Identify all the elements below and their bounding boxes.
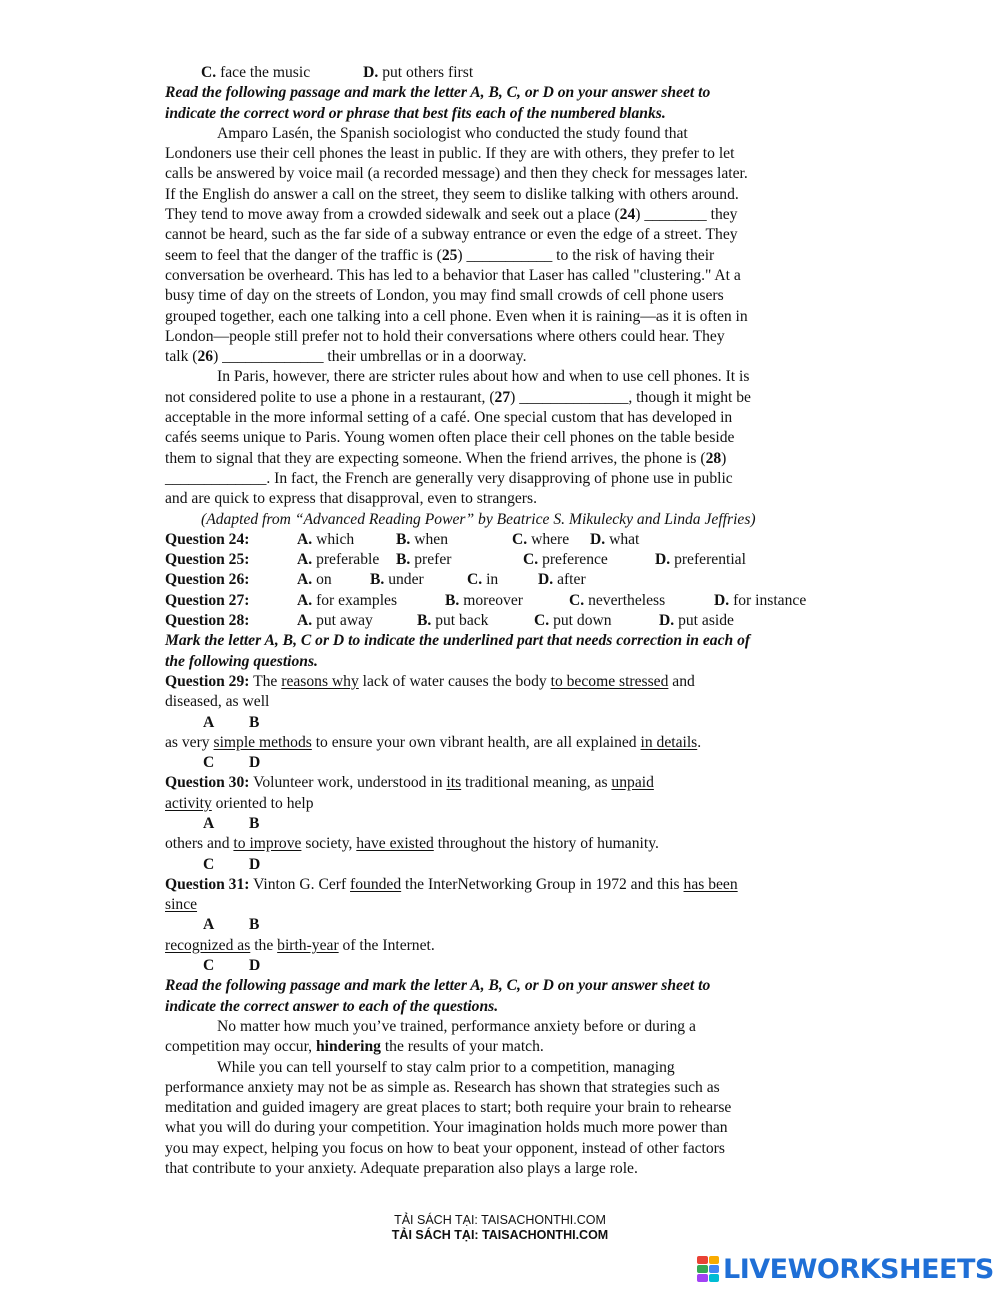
passage-line: cafés seems unique to Paris. Young women often place their cell phones on the table beside: [165, 429, 735, 447]
passage-line: _____________. In fact, the French are generally very disapproving of phone use in public: [165, 469, 733, 487]
letter-row: A B: [203, 916, 260, 934]
question-row: Question 25: A. preferable B. prefer C. preference D. preferential: [165, 550, 840, 570]
answer-option[interactable]: A. for examples: [297, 591, 398, 609]
passage-line: grouped together, each one talking into a cell phone. Even when it is raining—as it is often in: [165, 307, 748, 325]
question-row: Question 27: A. for examples B. moreover C. nevertheless D. for instance: [165, 591, 840, 611]
logo-block: [697, 1265, 708, 1273]
logo-block: [709, 1265, 720, 1273]
instruction-1-line-1: Read the following passage and mark the letter A, B, C, or D on your answer sheet to: [165, 84, 711, 102]
logo-block: [697, 1274, 708, 1282]
passage-line: performance anxiety may not be as simple as. Research has shown that strategies such as: [165, 1078, 720, 1096]
answer-option[interactable]: B. put back: [417, 612, 489, 630]
answer-option[interactable]: A. which: [297, 530, 355, 548]
passage-line: them to signal that they are expecting someone. When the friend arrives, the phone is (28): [165, 449, 727, 467]
underlined-part-c[interactable]: to improve: [233, 835, 302, 853]
blank-number-24: 24: [619, 206, 636, 224]
underlined-part-d[interactable]: have existed: [356, 835, 434, 853]
answer-option[interactable]: C. preference: [523, 551, 608, 569]
answer-option[interactable]: D. put aside: [659, 612, 734, 630]
instruction-2-line-2: the following questions.: [165, 652, 318, 670]
passage-line: not considered polite to use a phone in a restaurant, (27) ______________, though it might be: [165, 388, 751, 406]
underlined-part-c[interactable]: simple methods: [213, 733, 312, 751]
footer-line-2: TẢI SÁCH TẠI: TAISACHONTHI.COM: [391, 1228, 609, 1242]
passage-line: They tend to move away from a crowded sidewalk and seek out a place (24) ________ they: [165, 206, 738, 224]
answer-option[interactable]: D. for instance: [714, 591, 807, 609]
passage-line: you may expect, helping you focus on how to beat your opponent, instead of other factors: [165, 1139, 725, 1157]
underlined-part-b[interactable]: to become stressed: [550, 672, 669, 690]
blank-number-27: 27: [494, 388, 511, 406]
underlined-part-b[interactable]: unpaid: [611, 774, 654, 792]
logo-block: [697, 1256, 708, 1264]
option-c-letter: C.: [201, 64, 217, 81]
letter-row: C D: [203, 754, 261, 772]
underlined-part-b-cont[interactable]: since: [165, 896, 198, 914]
question-row: Question 26: A. on B. under C. in D. after: [165, 570, 840, 590]
passage-line: meditation and guided imagery are great places to start; both require your brain to rehearse: [165, 1099, 732, 1117]
question-30: Question 30: Volunteer work, understood in its traditional meaning, as unpaid activity oriented to help A B others and to improve society, have existed throughout the history of humanity. C D: [165, 773, 840, 874]
underlined-part-d[interactable]: birth-year: [277, 936, 339, 954]
question-list: [165, 530, 840, 631]
answer-option[interactable]: B. moreover: [445, 591, 523, 609]
letter-row: C D: [203, 957, 261, 975]
answer-option[interactable]: D. after: [538, 571, 586, 589]
question-29: Question 29: The reasons why lack of water causes the body to become stressed and diseased, as well A B as very simple methods to ensure your own vibrant health, are all explained in details. C D: [165, 672, 840, 773]
question-row: Question 24: A. which B. when C. where D. what: [165, 530, 840, 550]
liveworksheets-logo-icon: [697, 1256, 719, 1282]
underlined-part-b[interactable]: has been: [683, 875, 738, 893]
liveworksheets-logo: [697, 1254, 994, 1284]
blank-number-26: 26: [197, 348, 214, 366]
passage-line: In Paris, however, there are stricter rules about how and when to use cell phones. It is: [217, 368, 750, 386]
passage-line: competition may occur, hindering the results of your match.: [165, 1038, 544, 1056]
question-31: Question 31: Vinton G. Cerf founded the InterNetworking Group in 1972 and this has been since A B recognized as the birth-year of the Internet. C D: [165, 875, 840, 976]
passage-line: If the English do answer a call on the street, they seem to dislike talking with others around.: [165, 185, 739, 203]
underlined-part-b-cont[interactable]: activity: [165, 794, 212, 812]
instruction-3-line-2: indicate the correct answer to each of the questions.: [165, 997, 499, 1015]
answer-option[interactable]: C. in: [467, 571, 499, 589]
option-c-text: face the music: [216, 64, 311, 81]
underlined-part-a[interactable]: its: [446, 774, 462, 792]
passage-line: what you will do during your competition. Your imagination holds much more power than: [165, 1119, 728, 1137]
passage-line: Londoners use their cell phones the least in public. If they are with others, they prefer to let: [165, 145, 735, 163]
letter-row: C D: [203, 855, 261, 873]
answer-option[interactable]: B. under: [370, 571, 424, 589]
underlined-part-c[interactable]: recognized as: [165, 936, 251, 954]
instruction-1-line-2: indicate the correct word or phrase that best fits each of the numbered blanks.: [165, 104, 666, 122]
blank-number-25: 25: [441, 246, 458, 264]
passage-source: (Adapted from “Advanced Reading Power” by Beatrice S. Mikulecky and Linda Jeffries): [201, 510, 756, 528]
underlined-part-a[interactable]: founded: [350, 875, 402, 893]
passage-1: [165, 124, 840, 530]
passage-line: While you can tell yourself to stay calm prior to a competition, managing: [217, 1058, 675, 1076]
logo-block: [709, 1274, 720, 1282]
answer-option[interactable]: A. put away: [297, 612, 373, 630]
passage-line: calls be answered by voice mail (a recorded message) and then they check for messages later.: [165, 165, 748, 183]
highlighted-word: hindering: [315, 1038, 381, 1056]
letter-row: A B: [203, 713, 260, 731]
answer-option[interactable]: A. on: [297, 571, 332, 589]
blank-number-28: 28: [705, 449, 722, 467]
passage-line: and are quick to express that disapproval, even to strangers.: [165, 490, 537, 508]
passage-line: cannot be heard, such as the far side of a subway entrance or even the edge of a street. They: [165, 226, 738, 244]
letter-row: A B: [203, 814, 260, 832]
answer-option[interactable]: D. preferential: [655, 551, 746, 569]
answer-option[interactable]: B. when: [396, 530, 448, 548]
passage-line: conversation be overheard. This has led to a behavior that Laser has called "clustering." At a: [165, 266, 741, 284]
worksheet-page: [165, 63, 840, 1179]
answer-option[interactable]: C. put down: [534, 612, 612, 630]
passage-line: No matter how much you’ve trained, performance anxiety before or during a: [217, 1017, 696, 1035]
answer-option[interactable]: C. nevertheless: [569, 591, 666, 609]
option-d-letter: D.: [363, 64, 379, 81]
passage-line: acceptable in the more informal setting of a café. One special custom that has developed in: [165, 409, 733, 427]
passage-line: that contribute to your anxiety. Adequate preparation also plays a large role.: [165, 1160, 638, 1178]
underlined-part-a[interactable]: reasons why: [281, 672, 359, 690]
prev-question-options: [165, 63, 840, 83]
passage-2: [165, 1017, 840, 1179]
question-row: Question 28: A. put away B. put back C. put down D. put aside: [165, 611, 840, 631]
underlined-part-d[interactable]: in details: [640, 733, 698, 751]
answer-option[interactable]: A. preferable: [297, 551, 380, 569]
passage-line: busy time of day on the streets of London, you may find small crowds of cell phone users: [165, 287, 724, 305]
answer-option[interactable]: B. prefer: [396, 551, 452, 569]
liveworksheets-logo-text: LIVEWORKSHEETS: [723, 1253, 994, 1285]
instruction-3-line-1: Read the following passage and mark the letter A, B, C, or D on your answer sheet to: [165, 977, 711, 995]
answer-option[interactable]: C. where: [512, 530, 570, 548]
option-d-text: put others first: [378, 64, 474, 81]
passage-line: seem to feel that the danger of the traffic is (25) ___________ to the risk of having their: [165, 246, 715, 264]
answer-option[interactable]: D. what: [590, 530, 640, 548]
logo-block: [709, 1256, 720, 1264]
footer-line-1: TẢI SÁCH TẠI: TAISACHONTHI.COM: [394, 1213, 606, 1227]
instruction-2-line-1: Mark the letter A, B, C or D to indicate the underlined part that needs correction in each of: [165, 632, 751, 650]
passage-line: talk (26) _____________ their umbrellas or in a doorway.: [165, 348, 527, 366]
passage-line: London—people still prefer not to hold their conversations where others could hear. They: [165, 327, 725, 345]
passage-line: Amparo Lasén, the Spanish sociologist who conducted the study found that: [217, 124, 688, 142]
